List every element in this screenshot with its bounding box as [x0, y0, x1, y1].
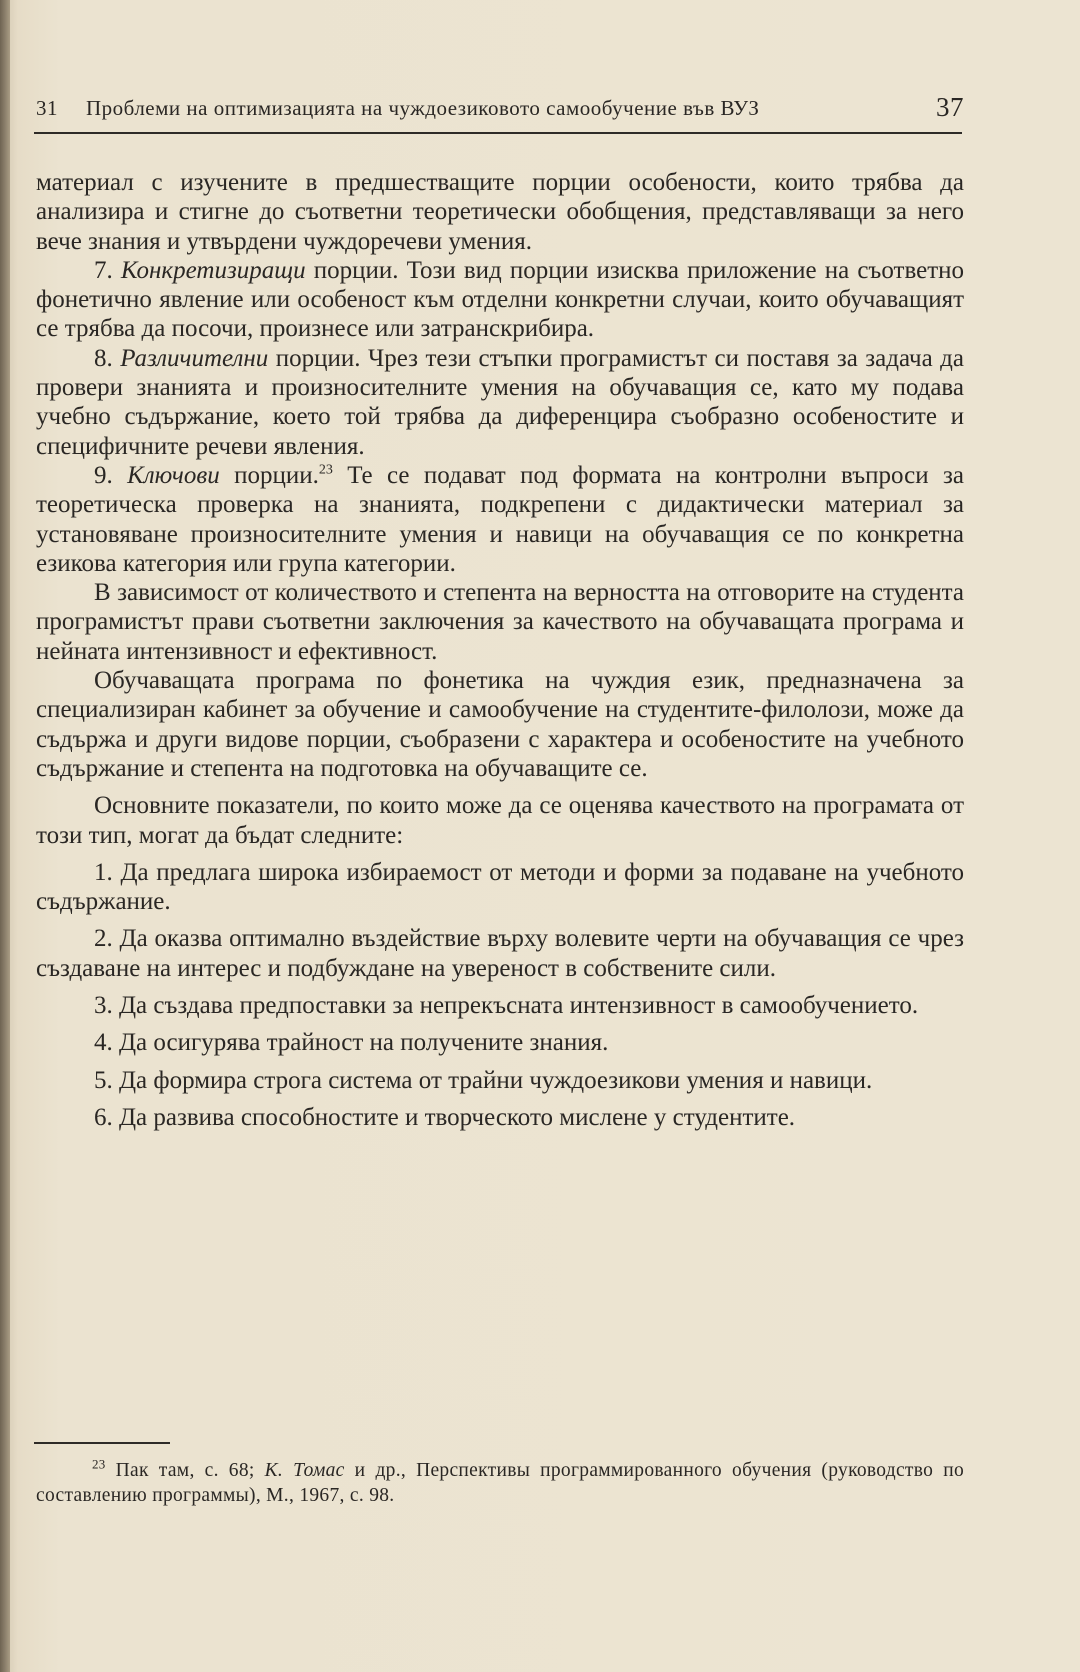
paragraph-continuation: материал с изучените в предшестващите порции особености, които трябва да анализира и стигне до съответни теоретически обобщения, представляващи за него вече знания и утвърдени чуждоречеви умения. — [36, 169, 964, 255]
running-header — [36, 92, 964, 126]
header-rule — [34, 132, 962, 134]
page-number: 37 — [936, 92, 964, 122]
list-item-5: 5. Да формира строга система от трайни чуждоезикови умения и навици. — [94, 1066, 873, 1094]
paragraph-item-8: 8. Различителни порции. Чрез тези стъпки програмистът си поставя за задача да провери знанията и произносителните умения на обучаващия се, като му подава учебно съдържание, което той трябва да диференцира съобразно особеностите и специфичните речеви явления. — [36, 344, 964, 460]
page-binding-edge — [0, 0, 10, 1672]
list-item-1: 1. Да предлага широка избираемост от методи и форми за подаване на учебното съдържание. — [36, 858, 964, 916]
list-item-4: 4. Да осигурява трайност на получените знания. — [94, 1029, 609, 1057]
term-concretizing: Конкретизиращи — [120, 256, 306, 284]
section-number: 31 — [36, 96, 58, 120]
footnote-number: 23 — [92, 1456, 106, 1472]
list-item-6: 6. Да развива способностите и творческото мислене у студентите. — [94, 1103, 796, 1131]
paragraph-program: Обучаващата програма по фонетика на чуждия език, предназначена за специализиран кабинет за обучение и самообучение на студентите-филолози, може да съдържа и други видове порции, съобразени с характера и особеностите на учебното съдържание и степента на подготовка на обучаващите се. — [36, 667, 964, 782]
term-distinguishing: Различителни — [120, 344, 269, 372]
paragraph-conclusions: В зависимост от количеството и степента на верността на отговорите на студента програмистът прави съответни заключения за качеството на обучаващата програма и нейната интензивност и ефективност. — [36, 579, 964, 665]
footnote-author: К. Томас — [264, 1460, 345, 1481]
main-text — [36, 168, 964, 1132]
footnote-ref: 23 — [318, 462, 333, 478]
footnote: $^{23}$ Пак там, с. 68; К. Томас и др., Перспективы программированного обучения (руководство по составлению программы), М., 1967, с. 98. — [36, 1456, 965, 1506]
paragraph-item-7: 7. Конкретизиращи порции. Този вид порции изисква приложение на съответно фонетично явление или особеност към отделни конкретни случаи, които обучаващият се трябва да посочи, произнесе или затранскрибира. — [36, 256, 964, 343]
paragraph-indicators: Основните показатели, по които може да се оценява качеството на програмата от този тип, могат да бъдат следните: — [36, 792, 964, 849]
footnote-rule — [34, 1442, 170, 1444]
running-title: Проблеми на оптимизацията на чуждоезиковото самообучение във ВУЗ — [86, 96, 760, 120]
paragraph-item-9: 9. Ключови порции.$^{23}$ Те се подават под формата на контролни въпроси за теоретическа проверка на знанията, подкрепени с дидактически материал за установяване произносителните умения и навици на обучаващия се по конкретна езикова категория или група категории. — [36, 461, 964, 577]
list-item-2: 2. Да оказва оптимално въздействие върху волевите черти на обучаващия се чрез създаване на интерес и подбуждане на увереност в собствените сили. — [36, 925, 964, 982]
list-item-3: 3. Да създава предпоставки за непрекъсната интензивност в самообучението. — [94, 992, 919, 1020]
term-key: Ключови — [127, 461, 220, 489]
